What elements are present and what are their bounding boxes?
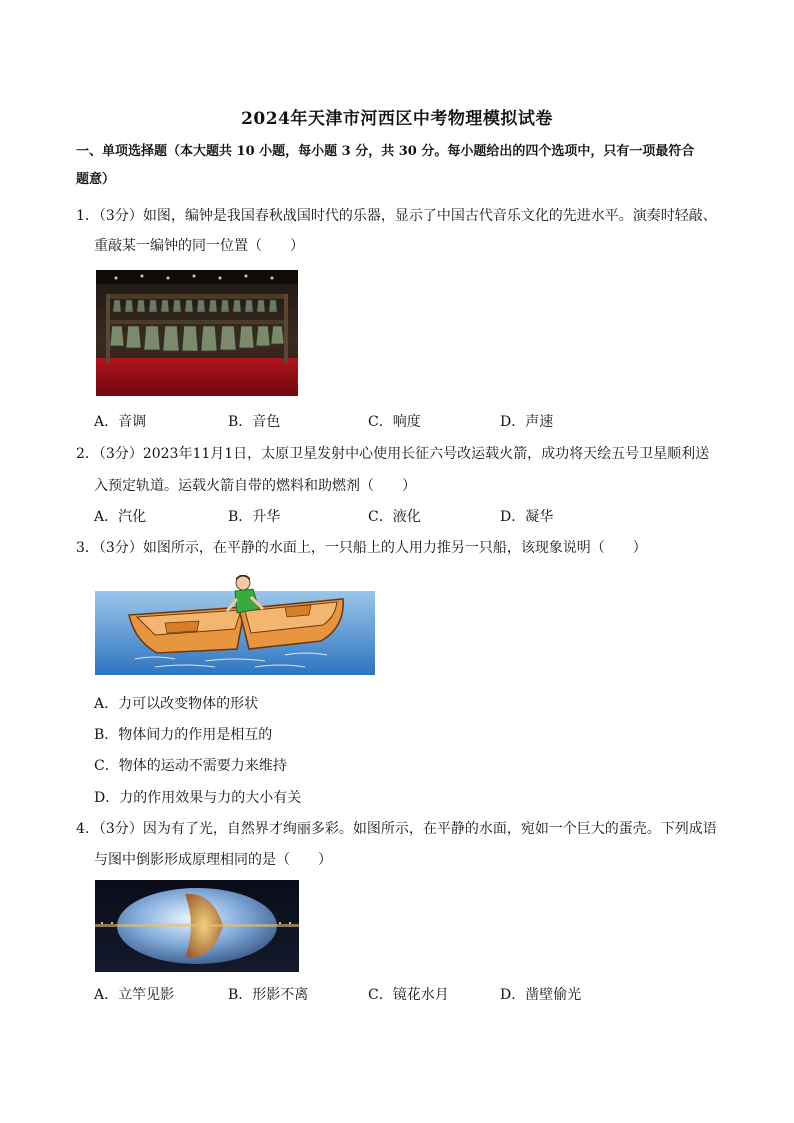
q3-option-d[interactable]: D．力的作用效果与力的大小有关	[94, 790, 302, 806]
q4-line2: 与图中倒影形成原理相同的是（ ）	[94, 852, 332, 868]
q2-option-a[interactable]: A．汽化	[94, 509, 147, 525]
section-heading-line2: 题意）	[76, 172, 116, 187]
q2-option-d[interactable]: D．凝华	[500, 509, 554, 525]
bianzhong-image	[96, 270, 298, 396]
q4-option-d[interactable]: D．凿壁偷光	[500, 987, 582, 1003]
q4-option-a[interactable]: A．立竿见影	[94, 987, 175, 1003]
q1-option-d[interactable]: D．声速	[500, 414, 554, 430]
q1-line1: 1．（3分）如图，编钟是我国春秋战国时代的乐器，显示了中国古代音乐文化的先进水平。演奏时轻敲、	[76, 208, 717, 224]
boats-image	[95, 575, 375, 675]
q1-option-a[interactable]: A．音调	[94, 414, 147, 430]
q4-option-b[interactable]: B．形影不离	[228, 987, 309, 1003]
q2-option-b[interactable]: B．升华	[228, 509, 281, 525]
q2-line1: 2．（3分）2023年11月1日，太原卫星发射中心使用长征六号改运载火箭，成功将天绘五号卫星顺利送	[76, 446, 710, 462]
section-heading-line1: 一、单项选择题（本大题共 10 小题，每小题 3 分，共 30 分。每小题给出的四个选项中，只有一项最符合	[76, 144, 695, 159]
egg-building-image	[95, 880, 299, 972]
q2-option-c[interactable]: C．液化	[368, 509, 421, 525]
q2-line2: 入预定轨道。运载火箭自带的燃料和助燃剂（ ）	[94, 478, 416, 494]
q3-option-a[interactable]: A．力可以改变物体的形状	[94, 696, 259, 712]
q3-option-b[interactable]: B．物体间力的作用是相互的	[94, 727, 273, 743]
exam-title: 2024年天津市河西区中考物理模拟试卷	[241, 109, 553, 129]
q3-option-c[interactable]: C．物体的运动不需要力来维持	[94, 758, 287, 774]
q1-line2: 重敲某一编钟的同一位置（ ）	[94, 238, 304, 254]
section-heading	[76, 138, 726, 194]
q1-option-b[interactable]: B．音色	[228, 414, 281, 430]
q4-option-c[interactable]: C．镜花水月	[368, 987, 449, 1003]
q1-option-c[interactable]: C．响度	[368, 414, 421, 430]
q4-line1: 4．（3分）因为有了光，自然界才绚丽多彩。如图所示，在平静的水面，宛如一个巨大的蛋壳。下列成语	[76, 821, 717, 837]
q3-line1: 3．（3分）如图所示，在平静的水面上，一只船上的人用力推另一只船，该现象说明（ ）	[76, 540, 647, 556]
